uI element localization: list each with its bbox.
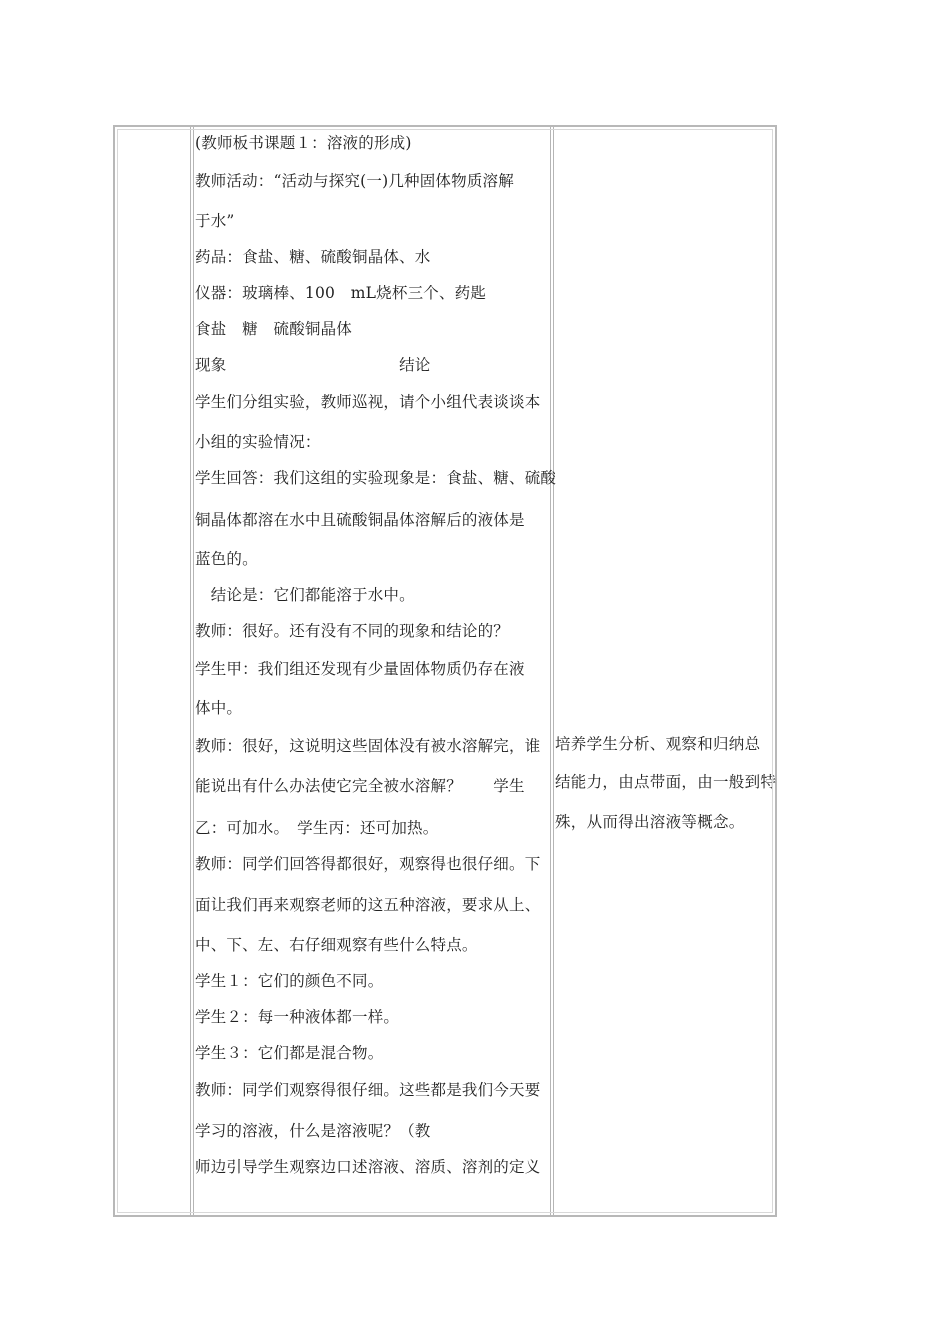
intent-line: 结能力，由点带面，由一般到特 — [555, 773, 777, 791]
lesson-line: 教师活动：“活动与探究(一)几种固体物质溶解 — [195, 172, 514, 190]
lesson-line: 学生２：每一种液体都一样。 — [195, 1008, 400, 1026]
lesson-line: 中、下、左、右仔细观察有些什么特点。 — [195, 936, 478, 954]
lesson-line: 能说出有什么办法使它完全被水溶解？ 学生 — [195, 777, 525, 795]
lesson-line: 铜晶体都溶在水中且硫酸铜晶体溶解后的液体是 — [195, 511, 525, 529]
lesson-line: 学生１：它们的颜色不同。 — [195, 972, 384, 990]
lesson-line: 学生回答：我们这组的实验现象是：食盐、糖、硫酸 — [195, 469, 557, 487]
lesson-line: 蓝色的。 — [195, 550, 258, 568]
lesson-line: 师边引导学生观察边口述溶液、溶质、溶剂的定义 — [195, 1158, 541, 1176]
intent-line: 殊，从而得出溶液等概念。 — [555, 813, 745, 831]
lesson-line: 体中。 — [195, 699, 243, 717]
lesson-line: 药品：食盐、糖、硫酸铜晶体、水 — [195, 248, 431, 266]
lesson-line: 学生甲：我们组还发现有少量固体物质仍存在液 — [195, 660, 525, 678]
column-divider-left-outer — [190, 127, 191, 1215]
lesson-line: 乙：可加水。 学生丙：还可加热。 — [195, 819, 439, 837]
lesson-line: 小组的实验情况： — [195, 433, 321, 451]
lesson-line: 学生们分组实验，教师巡视，请个小组代表谈谈本 — [195, 393, 541, 411]
lesson-line: 结论是：它们都能溶于水中。 — [195, 586, 415, 604]
lesson-line: 食盐 糖 硫酸铜晶体 — [195, 320, 353, 338]
column-divider-left-inner — [193, 127, 194, 1215]
lesson-line: 面让我们再来观察老师的这五种溶液，要求从上、 — [195, 896, 541, 914]
lesson-line: 于水” — [195, 212, 235, 230]
column-divider-right-outer — [550, 127, 551, 1215]
lesson-line: (教师板书课题１：溶液的形成) — [195, 134, 412, 152]
lesson-line: 教师：同学们回答得都很好，观察得也很仔细。下 — [195, 855, 541, 873]
lesson-line: 教师：很好。还有没有不同的现象和结论的？ — [195, 622, 510, 640]
lesson-line: 现象 结论 — [195, 356, 431, 374]
lesson-line: 学习的溶液，什么是溶液呢？（教 — [195, 1122, 431, 1140]
lesson-line: 教师：很好，这说明这些固体没有被水溶解完，谁 — [195, 737, 541, 755]
column-divider-right-inner — [553, 127, 554, 1215]
lesson-line: 教师：同学们观察得很仔细。这些都是我们今天要 — [195, 1081, 541, 1099]
lesson-line: 仪器：玻璃棒、100 mL烧杯三个、药匙 — [195, 284, 487, 302]
lesson-plan-table — [113, 125, 777, 1217]
lesson-line: 学生３：它们都是混合物。 — [195, 1044, 384, 1062]
intent-line: 培养学生分析、观察和归纳总 — [555, 735, 761, 753]
